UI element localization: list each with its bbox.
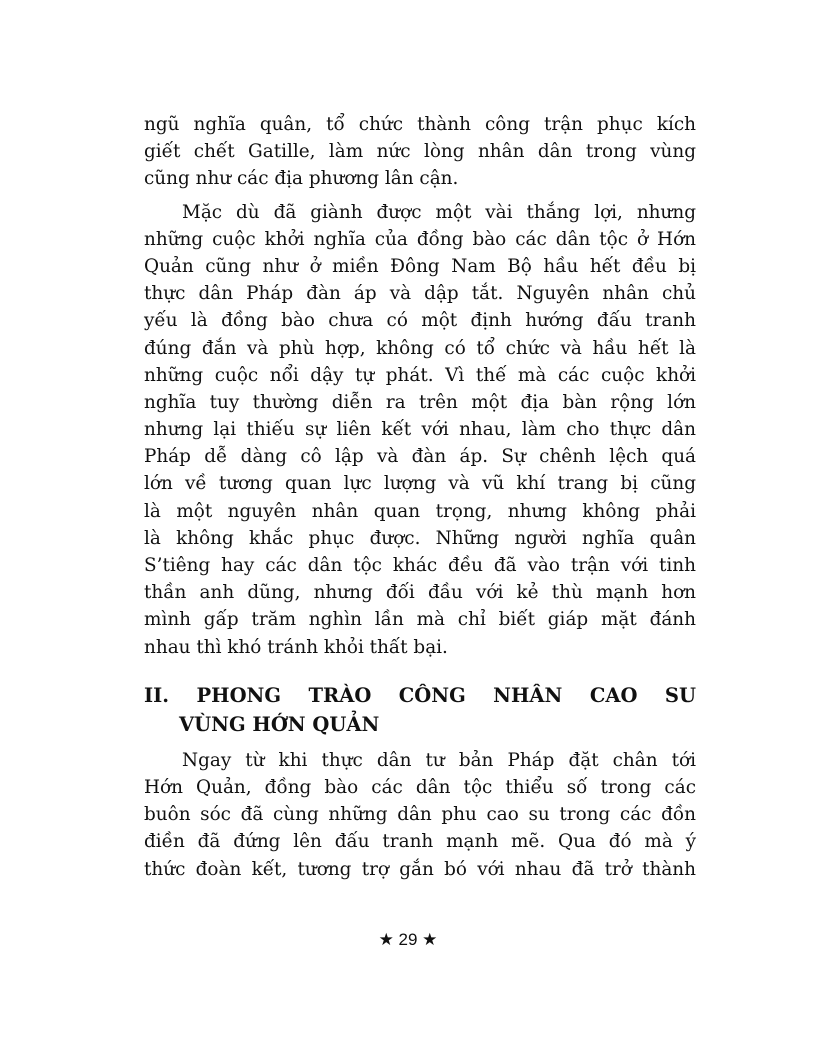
text-line: cũng như các địa phương lân cận. [144,168,459,190]
text-line: Quản cũng như ở miền Đông Nam Bộ hầu hết đều bị [144,255,696,277]
text-line: Pháp dễ dàng cô lập và đàn áp. Sự chênh lệch quá [144,446,696,468]
section-heading-line-2: VÙNG HỚN QUẢN [179,712,380,736]
paragraph-continued [144,111,696,193]
text-line: những cuộc nổi dậy tự phát. Vì thế mà các cuộc khởi [144,364,696,386]
section-heading [144,681,696,739]
text-line: là không khắc phục được. Những người nghĩa quân [144,527,696,549]
text-line: nghĩa tuy thường diễn ra trên một địa bàn rộng lớn [144,391,696,413]
paragraph-section [144,747,696,883]
text-line: những cuộc khởi nghĩa của đồng bào các dân tộc ở Hớn [144,228,696,250]
text-line: là một nguyên nhân quan trọng, nhưng không phải [144,500,696,522]
text-line: buôn sóc đã cùng những dân phu cao su trong các đồn [144,804,696,826]
paragraph-uprisings [144,199,696,661]
page-number: ★ 29 ★ [378,930,438,949]
text-line: thực dân Pháp đàn áp và dập tắt. Nguyên nhân chủ [144,283,696,305]
text-line: thức đoàn kết, tương trợ gắn bó với nhau đã trở thành [144,858,696,880]
text-line: lớn về tương quan lực lượng và vũ khí trang bị cũng [144,473,696,495]
text-line: nhau thì khó tránh khỏi thất bại. [144,636,448,658]
text-line: Hớn Quản, đồng bào các dân tộc thiểu số trong các [144,776,696,798]
text-line: mình gấp trăm nghìn lần mà chỉ biết giáp mặt đánh [144,609,696,631]
text-line: thần anh dũng, nhưng đối đầu với kẻ thù mạnh hơn [144,582,696,604]
text-line: S’tiêng hay các dân tộc khác đều đã vào trận với tinh [144,555,696,576]
section-heading-line-1: II. PHONG TRÀO CÔNG NHÂN CAO SU [144,683,696,707]
text-line: nhưng lại thiếu sự liên kết với nhau, làm cho thực dân [144,419,696,441]
text-line: điền đã đứng lên đấu tranh mạnh mẽ. Qua đó mà ý [144,831,696,853]
text-line: Ngay từ khi thực dân tư bản Pháp đặt chân tới [182,749,696,771]
text-line: ngũ nghĩa quân, tổ chức thành công trận phục kích [144,114,696,135]
text-line: Mặc dù đã giành được một vài thắng lợi, nhưng [182,201,696,223]
page-body [144,111,696,889]
text-line: giết chết Gatille, làm nức lòng nhân dân trong vùng [144,141,696,163]
text-line: yếu là đồng bào chưa có một định hướng đấu tranh [144,310,696,332]
text-line: đúng đắn và phù hợp, không có tổ chức và hầu hết là [144,337,696,359]
